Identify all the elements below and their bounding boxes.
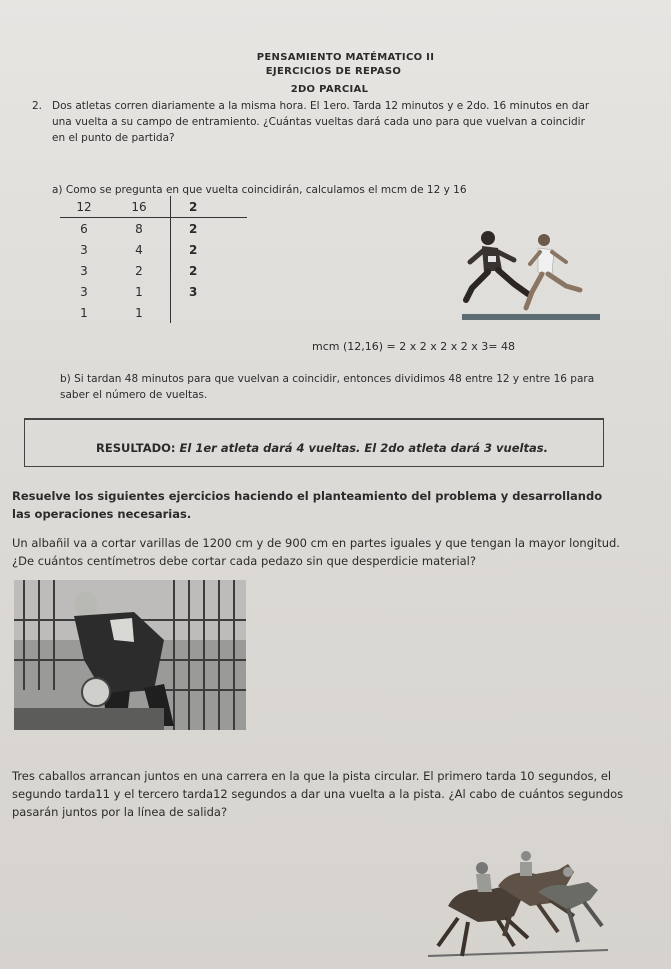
albanil-problem: Un albañil va a cortar varillas de 1200 cm y de 900 cm en partes iguales y que tengan la mayor longitud. ¿De cuántos centímetros debe cortar cada pedazo sin que desperdicie material?: [12, 536, 620, 568]
mcm-table-row: [60, 302, 247, 323]
factor-cell: 2: [171, 196, 248, 218]
number-cell: 3: [80, 284, 88, 299]
factor-cell: 2: [171, 239, 248, 260]
number-cell: 8: [135, 221, 143, 236]
number-cell: 3: [80, 263, 88, 278]
runners-image: [462, 222, 602, 326]
factor-cell: 2: [171, 218, 248, 240]
instructions: Resuelve los siguientes ejercicios haciendo el planteamiento del problema y desarrollando las operaciones necesarias.: [12, 489, 603, 521]
result-label: RESULTADO:: [96, 441, 176, 455]
mcm-result: mcm (12,16) = 2 x 2 x 2 x 2 x 3= 48: [312, 340, 515, 353]
factor-cell: 3: [171, 281, 248, 302]
horses-problem: Tres caballos arrancan juntos en una carrera en la que la pista circular. El primero tarda 10 segundos, el segundo tarda11 y el tercero tarda12 segundos a dar una vuelta a la pista. ¿Al cabo de cuántos segundos pasarán juntos por la línea de salida?: [12, 769, 624, 819]
number-cell: 1: [135, 305, 143, 320]
number-cell: 2: [135, 263, 143, 278]
factor-cell: [171, 302, 248, 323]
worksheet-subtitle: EJERCICIOS DE REPASO: [265, 66, 402, 77]
horses-image: [418, 846, 614, 966]
part-a-text: a) Como se pregunta en que vuelta coincidirán, calculamos el mcm de 12 y 16: [52, 184, 467, 196]
number-cell: 4: [135, 242, 143, 257]
number-cell: 6: [80, 221, 88, 236]
part-b-text: b) Si tardan 48 minutos para que vuelvan a coincidir, entonces dividimos 48 entre 12 y entre 16 para saber el número de vueltas.: [60, 373, 595, 401]
bricklayer-photo: [14, 580, 246, 730]
number-cell: 16: [108, 196, 171, 218]
number-cell: 12: [60, 196, 108, 218]
factor-cell: 2: [171, 260, 248, 281]
number-cell: 3: [80, 242, 88, 257]
mcm-table-row: [60, 218, 247, 240]
problem-2-text: Dos atletas corren diariamente a la misma hora. El 1ero. Tarda 12 minutos y e 2do. 16 minutos en dar una vuelta a su campo de entramiento. ¿Cuántas vueltas dará cada uno para que vuelvan a coincidir en el punto de partida?: [52, 100, 590, 144]
mcm-table-row: [60, 239, 247, 260]
problem-number: 2.: [32, 100, 43, 112]
number-cell: 1: [135, 284, 143, 299]
worksheet-title: PENSAMIENTO MATÉMATICO II: [256, 52, 435, 63]
number-cell: 1: [80, 305, 88, 320]
result-line: [96, 441, 548, 455]
mcm-table-row: [60, 281, 247, 302]
problem-2: [32, 98, 592, 146]
result-text: El 1er atleta dará 4 vueltas. El 2do atleta dará 3 vueltas.: [179, 441, 548, 455]
mcm-table: [60, 196, 247, 323]
mcm-table-row: [60, 260, 247, 281]
mcm-table-row: [60, 196, 247, 218]
exam-label: 2DO PARCIAL: [290, 84, 369, 95]
